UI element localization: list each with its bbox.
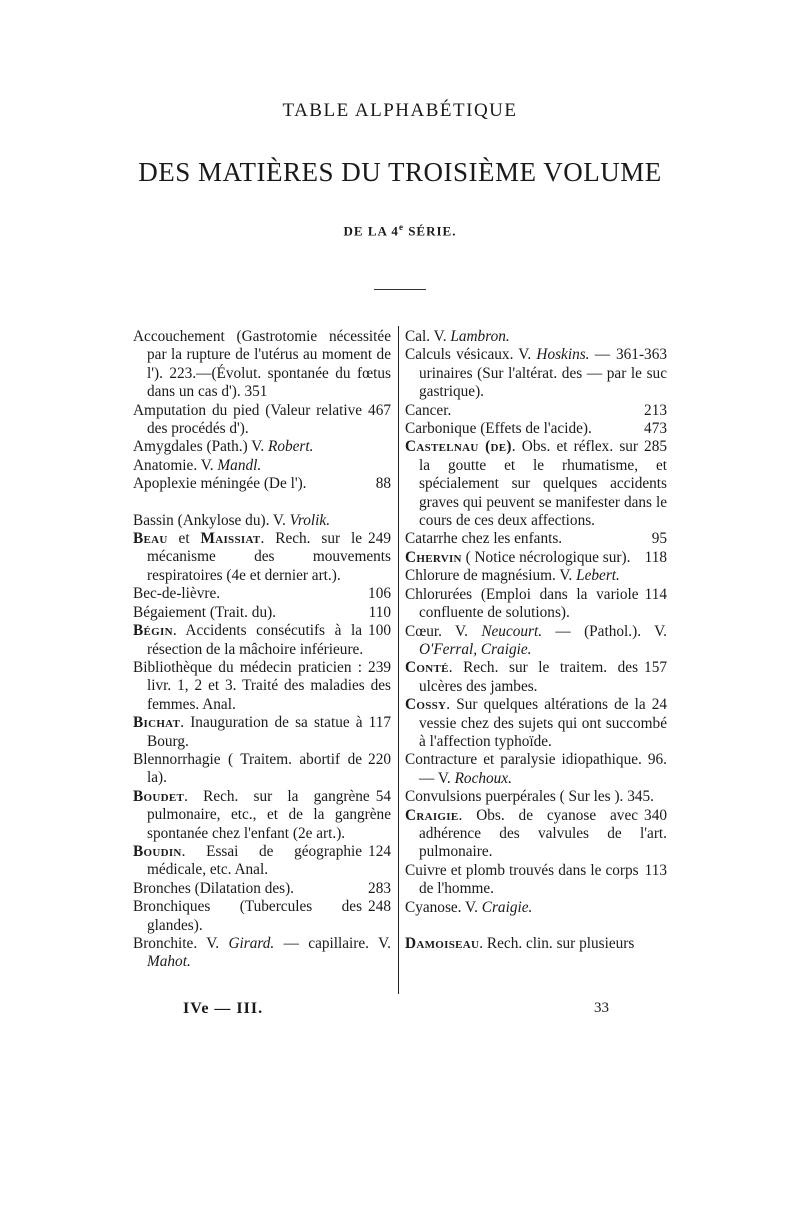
index-entry [133,530,391,585]
entry-gap [405,917,667,935]
entry-author: Boudin [133,842,182,860]
index-entry [133,512,391,530]
index-entry [405,567,667,585]
entry-text: Chlorurées (Emploi dans la variole confluente de solutions). [405,585,639,622]
entry-text: . Rech. sur la gangrène pulmonaire, etc., et de la gangrène spontanée chez l'enfant (2e art.). [147,787,391,842]
entry-text: Cancer. [405,401,452,419]
index-column-right [405,328,667,953]
entry-page: 220 [368,750,391,768]
entry-gap [133,494,391,512]
index-entry [405,862,667,899]
index-column-left [133,328,391,972]
entry-author: Maissiat [200,530,261,548]
index-entry [133,604,391,622]
index-entry [133,880,391,898]
entry-page: 118 [644,548,667,566]
entry-text: et [167,530,201,548]
entry-text: — (Pathol.). V. [542,622,667,640]
entry-page: 100 [368,622,391,640]
entry-text: Chlorure de magnésium. V. [405,567,577,585]
entry-reference: Rochoux. [454,769,512,787]
index-entry [133,328,391,402]
signature-mark: IVe — III. [183,1000,264,1017]
entry-text: . Obs. et réflex. sur la goutte et le rhumatisme, et spécialement sur quelques accidents graves qui peuvent se manifester dans le cours de ces deux affections. [419,438,667,530]
entry-page: 88 [375,475,391,493]
entry-text: Bégaiement (Trait. du). [133,603,277,621]
entry-text: Calculs vésicaux. V. [405,346,537,364]
entry-reference: Lebert. [576,567,620,585]
entry-author: Castelnau (de) [405,438,512,456]
entry-text: Contracture et paralysie idiopathique. 96. — V. [405,751,667,787]
index-entry [405,751,667,788]
entry-page: 467 [368,401,391,419]
entry-author: Beau [133,530,168,548]
index-entry [133,438,391,456]
index-entry [405,586,667,623]
index-entry [133,751,391,788]
entry-text: . Rech. sur le mécanisme des mouvements respiratoires (4e et dernier art.). [147,530,391,584]
index-entry [405,402,667,420]
entry-text: . Inauguration de sa statue à Bourg. [147,714,363,750]
entry-page: 248 [368,898,391,916]
index-entry [133,788,391,843]
entry-author: Bégin [133,622,173,640]
entry-page: 340 [644,806,667,824]
page-number: 33 [594,1000,609,1016]
index-entry [133,402,391,439]
entry-page: 114 [644,585,667,603]
title-line-2: DES MATIÈRES DU TROISIÈME VOLUME [138,157,662,187]
index-entry [405,328,667,346]
index-entry [133,475,391,493]
entry-reference: O'Ferral, Craigie. [419,640,532,658]
entry-author: Cossy [405,696,447,714]
entry-page: 110 [368,603,391,621]
index-entry [133,659,391,714]
entry-page: 249 [368,530,391,548]
entry-page: 106 [368,585,391,603]
index-entry [405,659,667,696]
entry-page: 239 [368,658,391,676]
entry-text: . Essai de géographie médicale, etc. Anal. [147,842,363,879]
index-entry [405,696,667,751]
entry-page: 473 [644,420,667,438]
entry-reference: Mahot. [147,953,191,971]
entry-text: Convulsions puerpérales ( Sur les ). 345. [405,788,654,806]
entry-text: Amygdales (Path.) V. [133,438,268,456]
entry-text: Cuivre et plomb trouvés dans le corps de l'homme. [405,861,639,898]
index-entry [405,623,667,660]
entry-text: Cal. V. [405,328,451,345]
index-entry [133,622,391,659]
entry-text: . Rech. sur le traitem. des ulcères des jambes. [419,659,639,695]
entry-reference: Hoskins. [536,346,590,364]
entry-page: 24 [651,696,667,714]
index-entry [405,549,667,567]
entry-text: Bec-de-lièvre. [133,585,221,603]
entry-text: Bassin (Ankylose du). V. [133,511,290,529]
entry-author: Boudet [133,787,185,805]
index-entry [405,788,667,806]
index-entry [405,807,667,862]
entry-page: 117 [368,714,391,732]
index-entry [405,530,667,548]
index-entry [405,899,667,917]
index-entry [405,935,667,953]
entry-author: Bichat [133,714,181,732]
entry-author: Craigie [405,806,459,824]
index-entry [133,585,391,603]
entry-page: 95 [651,530,667,548]
entry-text: Bibliothèque du médecin praticien : livr. 1, 2 et 3. Traité des maladies des femmes. Anal. [133,658,391,713]
entry-reference: Girard. [228,935,275,952]
title-line-3: DE LA 4e SÉRIE. [343,222,457,239]
index-entry [133,898,391,935]
index-entry [133,457,391,475]
column-divider [398,326,399,994]
entry-text: Accouchement (Gastrotomie nécessitée par la rupture de l'utérus au moment de l'). 223.—(Évolut. spontanée du fœtus dans un cas d'). 351 [133,328,391,401]
entry-text: . Sur quelques altérations de la vessie chez des sujets qui ont succombé à l'affection typhoïde. [419,696,667,750]
entry-author: Damoiseau [405,935,480,952]
entry-page: 54 [375,787,391,805]
index-entry [133,714,391,751]
entry-text: Cœur. V. [405,622,482,640]
index-entry [133,843,391,880]
entry-text: ( Notice nécrologique sur). [461,548,631,566]
entry-text: . Rech. clin. sur plusieurs [479,935,635,952]
entry-page: 361-363 [616,346,667,364]
index-entry [405,346,667,401]
entry-reference: Vrolik. [289,511,331,529]
entry-text: Bronchite. V. [133,935,229,952]
entry-reference: Robert. [267,438,314,456]
title-line-1: TABLE ALPHABÉTIQUE [282,100,518,121]
title-rule [374,289,426,290]
entry-text: Bronches (Dilatation des). [133,879,294,897]
entry-text: Catarrhe chez les enfants. [405,530,563,548]
entry-reference: Lambron. [450,328,510,345]
entry-text: Amputation du pied (Valeur relative des procédés d'). [133,401,363,438]
entry-text: — capillaire. V. [274,935,391,952]
entry-page: 283 [368,879,391,897]
entry-text: Carbonique (Effets de l'acide). [405,420,592,438]
entry-text: Apoplexie méningée (De l'). [133,475,307,493]
entry-text: Bronchiques (Tubercules des glandes). [133,898,363,934]
index-entry [405,438,667,530]
entry-reference: Craigie. [481,898,533,916]
entry-reference: Mandl. [217,456,262,474]
entry-text: Blennorrhagie ( Traitem. abortif de la). [133,750,363,787]
entry-text: . Obs. de cyanose avec adhérence des valvules de l'art. pulmonaire. [419,806,667,861]
entry-page: 213 [644,401,667,419]
index-entry [133,935,391,972]
entry-author: Conté [405,659,449,677]
entry-page: 124 [368,842,391,860]
entry-page: 157 [644,659,667,677]
index-entry [405,420,667,438]
entry-text: . Accidents consécutifs à la résection de la mâchoire inférieure. [147,622,364,658]
entry-page: 285 [644,438,667,456]
entry-page: 113 [644,861,667,879]
entry-reference: Neucourt. [481,622,543,640]
entry-text: — urinaires (Sur l'altérat. des — par le suc gastrique). [419,346,667,401]
entry-text: Cyanose. V. [405,898,482,916]
entry-text: Anatomie. V. [133,456,218,474]
entry-author: Chervin [405,548,462,566]
